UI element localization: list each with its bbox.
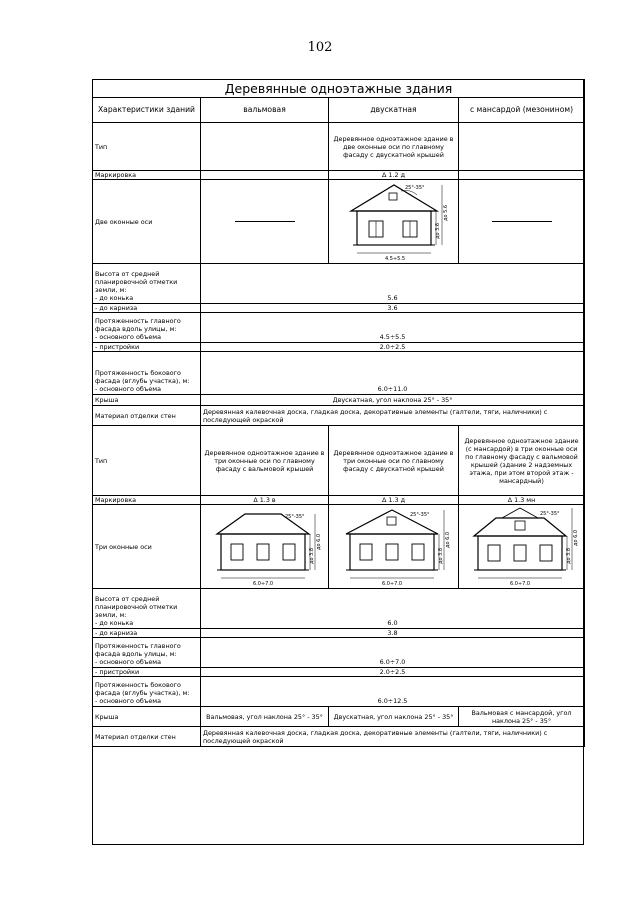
row-label-front bbox=[93, 313, 201, 343]
row-label-material: Материал отделки стен bbox=[93, 406, 201, 426]
figure-width-label: 6.0÷7.0 bbox=[252, 580, 273, 587]
figure-ridge-height-label: до 6.0 bbox=[444, 531, 451, 548]
cell-type-gable: Деревянное одноэтажное здание в две оконные оси по главному фасаду с двускатной крышей bbox=[329, 123, 459, 171]
building-characteristics-table bbox=[92, 79, 585, 747]
height-label: Высота от средней планировочной отметки земли, м: bbox=[95, 270, 178, 294]
row-label-front-annex: - пристройки bbox=[93, 343, 201, 352]
row-label-side bbox=[93, 677, 201, 707]
cell-not-applicable bbox=[201, 180, 329, 264]
height-label: Высота от средней планировочной отметки земли, м: bbox=[95, 595, 178, 619]
mansard-house-3-axes-drawing bbox=[466, 506, 578, 588]
row-label-height bbox=[93, 264, 201, 304]
cell-marking-mansard: Δ 1.3 мн bbox=[459, 496, 585, 505]
cell-roof-hipped: Вальмовая, угол наклона 25° - 35° bbox=[201, 707, 329, 727]
cell-front-annex: 2.0÷2.5 bbox=[201, 343, 585, 352]
cell-not-applicable bbox=[459, 180, 585, 264]
cell-height-ridge: 5.6 bbox=[201, 264, 585, 304]
figure-width-label: 6.0÷7.0 bbox=[509, 580, 530, 587]
cell-figure-hipped bbox=[201, 505, 329, 589]
cell-height-eave: 3.6 bbox=[201, 304, 585, 313]
side-main-label: - основного объема bbox=[95, 385, 162, 393]
cell-empty bbox=[459, 171, 585, 180]
hipped-house-3-axes-drawing bbox=[209, 506, 321, 588]
cell-marking-gable: Δ 1.2 д bbox=[329, 171, 459, 180]
cell-front-main: 4.5÷5.5 bbox=[201, 313, 585, 343]
cell-roof-gable: Двускатная, угол наклона 25° - 35° bbox=[329, 707, 459, 727]
cell-roof: Двускатная, угол наклона 25° - 35° bbox=[201, 395, 585, 406]
figure-eave-height-label: до 3.8 bbox=[308, 547, 315, 564]
cell-type-hipped: Деревянное одноэтажное здание в три оконные оси по главному фасаду с вальмовой крышей bbox=[201, 426, 329, 496]
figure-eave-height-label: до 3.6 bbox=[434, 222, 441, 239]
figure-ridge-height-label: до 6.0 bbox=[572, 529, 579, 546]
row-label-eave: - до карниза bbox=[93, 304, 201, 313]
cell-material: Деревянная калевочная доска, гладкая доска, декоративные элементы (галтели, тяги, наличники) с последующей окраской bbox=[201, 727, 585, 747]
row-label-axes: Две оконные оси bbox=[93, 180, 201, 264]
row-label-marking: Маркировка bbox=[93, 171, 201, 180]
cell-marking-gable: Δ 1.3 д bbox=[329, 496, 459, 505]
row-label-type: Тип bbox=[93, 123, 201, 171]
side-main-label: - основного объема bbox=[95, 697, 162, 705]
cell-type-gable: Деревянное одноэтажное здание в три оконные оси по главному фасаду с двускатной крышей bbox=[329, 426, 459, 496]
row-label-type: Тип bbox=[93, 426, 201, 496]
row-label-front bbox=[93, 638, 201, 668]
cell-figure-gable bbox=[329, 505, 459, 589]
table-title: Деревянные одноэтажные здания bbox=[93, 80, 585, 98]
cell-side-main: 6.0÷12.5 bbox=[201, 677, 585, 707]
figure-angle-label: 25°-35° bbox=[284, 513, 305, 520]
gable-house-2-axes-drawing bbox=[339, 181, 449, 263]
cell-figure-mansard bbox=[459, 505, 585, 589]
cell-empty bbox=[201, 171, 329, 180]
front-label: Протяженность главного фасада вдоль улицы, м: bbox=[95, 317, 181, 333]
cell-height-eave: 3.8 bbox=[201, 629, 585, 638]
row-label-roof: Крыша bbox=[93, 707, 201, 727]
row-label-front-annex: - пристройки bbox=[93, 668, 201, 677]
header-characteristics: Характеристики зданий bbox=[93, 98, 201, 123]
cell-height-ridge: 6.0 bbox=[201, 589, 585, 629]
height-ridge-label: - до конька bbox=[95, 294, 134, 302]
cell-marking-hipped: Δ 1.3 в bbox=[201, 496, 329, 505]
row-label-axes: Три оконные оси bbox=[93, 505, 201, 589]
figure-angle-label: 25°-35° bbox=[539, 510, 560, 517]
figure-ridge-height-label: до 5.6 bbox=[442, 204, 449, 221]
side-label: Протяженность бокового фасада (вглубь участка), м: bbox=[95, 681, 190, 697]
row-label-height bbox=[93, 589, 201, 629]
figure-angle-label: 25°-35° bbox=[404, 184, 425, 191]
row-label-material: Материал отделки стен bbox=[93, 727, 201, 747]
cell-figure-gable bbox=[329, 180, 459, 264]
front-main-label: - основного объема bbox=[95, 333, 162, 341]
row-label-marking: Маркировка bbox=[93, 496, 201, 505]
front-label: Протяженность главного фасада вдоль улицы, м: bbox=[95, 642, 181, 658]
cell-empty bbox=[459, 123, 585, 171]
header-gable: двускатная bbox=[329, 98, 459, 123]
cell-material: Деревянная калевочная доска, гладкая доска, декоративные элементы (галтели, тяги, наличники) с последующей окраской bbox=[201, 406, 585, 426]
cell-front-main: 6.0÷7.0 bbox=[201, 638, 585, 668]
gable-house-3-axes-drawing bbox=[338, 506, 450, 588]
cell-type-mansard: Деревянное одноэтажное здание (с мансардой) в три оконные оси по главному фасаду с вальмовой крышей (здание 2 надземных этажа, при этом второй этаж - мансардный) bbox=[459, 426, 585, 496]
cell-roof-mansard: Вальмовая с мансардой, угол наклона 25° - 35° bbox=[459, 707, 585, 727]
cell-empty bbox=[201, 123, 329, 171]
header-mansard: с мансардой (мезонином) bbox=[459, 98, 585, 123]
figure-eave-height-label: до 3.8 bbox=[437, 547, 444, 564]
figure-ridge-height-label: до 6.0 bbox=[315, 533, 322, 550]
figure-width-label: 4.5÷5.5 bbox=[384, 255, 405, 262]
row-label-side bbox=[93, 352, 201, 395]
figure-width-label: 6.0÷7.0 bbox=[381, 580, 402, 587]
front-main-label: - основного объема bbox=[95, 658, 162, 666]
page-number: 102 bbox=[307, 40, 333, 55]
row-label-roof: Крыша bbox=[93, 395, 201, 406]
figure-angle-label: 25°-35° bbox=[409, 511, 430, 518]
height-ridge-label: - до конька bbox=[95, 619, 134, 627]
cell-side-main: 6.0÷11.0 bbox=[201, 352, 585, 395]
side-label: Протяженность бокового фасада (вглубь участка), м: bbox=[95, 369, 190, 385]
row-label-eave: - до карниза bbox=[93, 629, 201, 638]
figure-eave-height-label: до 3.8 bbox=[565, 547, 572, 564]
header-hipped: вальмовая bbox=[201, 98, 329, 123]
dash-mark bbox=[235, 221, 295, 222]
dash-mark bbox=[492, 221, 552, 222]
cell-front-annex: 2.0÷2.5 bbox=[201, 668, 585, 677]
